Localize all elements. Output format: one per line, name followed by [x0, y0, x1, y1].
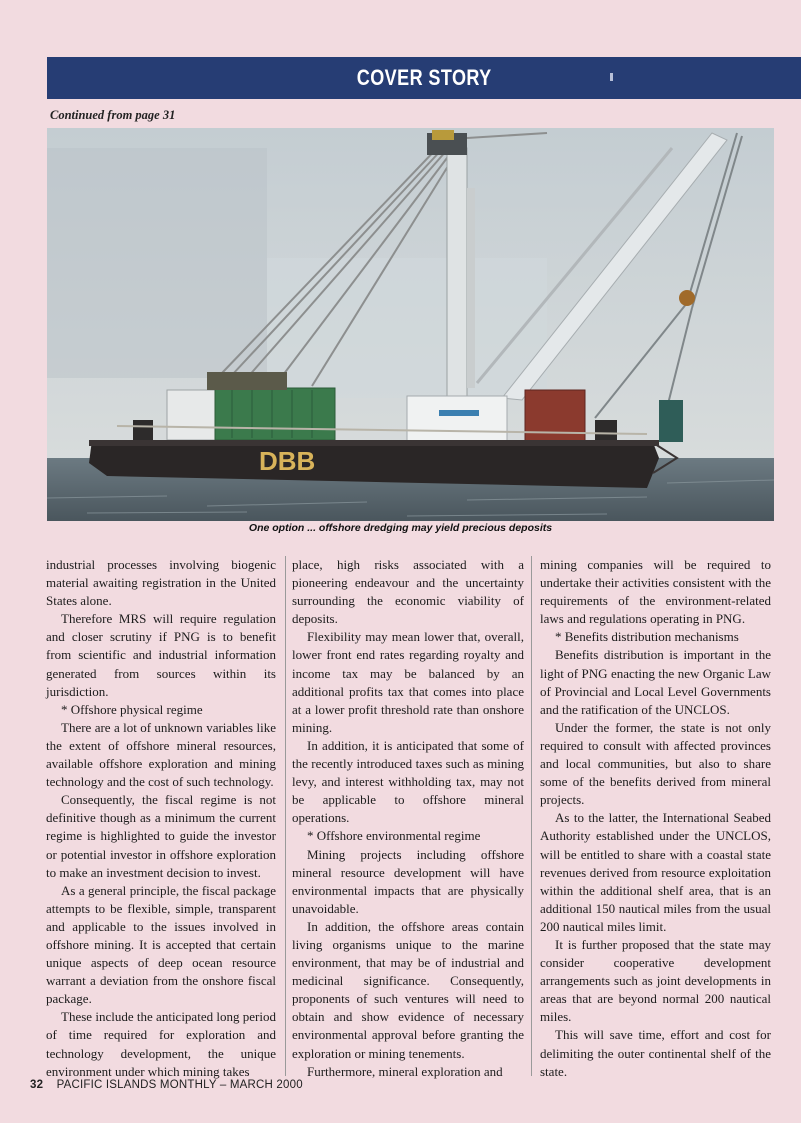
paragraph: As a general principle, the fiscal package attempts to be flexible, simple, transparent and applicable to the issues involved in offshore mining. It is accepted that certain unique aspects of deep ocean resource warrant a deviation from the onshore fiscal package.: [46, 882, 276, 1007]
text-column-3: [540, 556, 771, 1081]
paragraph: Benefits distribution is important in the light of PNG enacting the new Organic Law of Provincial and Local Level Governments and the ratification of the UNCLOS.: [540, 647, 771, 717]
text-column-1: [46, 556, 276, 1081]
subheading: * Benefits distribution mechanisms: [555, 629, 739, 645]
dredging-barge-photo: [47, 128, 774, 521]
paragraph: Under the former, the state is not only required to consult with affected provinces and local communities, but also to share some of the benefits derived from mineral projects.: [540, 719, 771, 808]
paragraph: In addition, the offshore areas contain living organisms unique to the marine environment, that may be of industrial and medicinal significance. Consequently, proponents of such ventures will need to obtain and show evidence of necessary environmental approval before granting the exploration or mining tenements.: [292, 918, 524, 1061]
paragraph: Mining projects including offshore mineral resource development will have environmental impacts that are physically unavoidable.: [292, 846, 524, 916]
banner-mark: [610, 73, 613, 81]
column-divider: [531, 556, 532, 1076]
paragraph: Furthermore, mineral exploration and: [307, 1063, 503, 1079]
paragraph: Flexibility may mean lower that, overall, lower front end rates regarding royalty and income tax may be balanced by an additional profits tax that comes into place at a lower profit threshold rate than onshore mining.: [292, 629, 524, 735]
paragraph: Therefore MRS will require regulation and closer scrutiny if PNG is to benefit from scientific and industrial information generated from sources within its jurisdiction.: [46, 611, 276, 699]
paragraph: Consequently, the fiscal regime is not definitive though as a minimum the current regime is highlighted to guide the investor or potential investor in offshore exploration to make an investment decision to invest.: [46, 792, 276, 880]
paragraph: In addition, it is anticipated that some of the recently introduced taxes such as mining levy, and interest withholding tax, may not be applicable to offshore mineral operations.: [292, 737, 524, 826]
paragraph: mining companies will be required to undertake their activities consistent with the requirements of the environment-related laws and regulations operating in PNG.: [540, 557, 771, 627]
section-title: COVER STORY: [356, 65, 492, 90]
paragraph: This will save time, effort and cost for delimiting the outer continental shelf of the state.: [540, 1027, 771, 1079]
paragraph: As to the latter, the International Seabed Authority established under the UNCLOS, will be entitled to share with a coastal state revenues derived from resource exploitation within the additional shelf area, that is an additional 150 nautical miles from the usual 200 nautical miles limit.: [540, 810, 771, 934]
text-column-2: [292, 556, 524, 1081]
photo-caption: One option ... offshore dredging may yield precious deposits: [248, 522, 553, 534]
paragraph: These include the anticipated long period of time required for exploration and technology development, the unique environment under which mining takes: [46, 1009, 276, 1079]
subheading: * Offshore environmental regime: [307, 828, 481, 844]
paragraph: There are a lot of unknown variables like the extent of offshore mineral resources, available offshore exploration and mining technology and the cost of such technology.: [46, 719, 276, 790]
paragraph: industrial processes involving biogenic material awaiting registration in the United States alone.: [46, 557, 276, 609]
section-banner: [47, 57, 801, 99]
subheading: * Offshore physical regime: [61, 701, 203, 717]
continued-from-note: Continued from page 31: [50, 108, 176, 122]
page-number: 32: [30, 1079, 44, 1091]
page-footer: [30, 1079, 303, 1091]
photo-illustration: [47, 128, 774, 521]
hull-lettering: DBB: [259, 446, 316, 476]
publication-line: PACIFIC ISLANDS MONTHLY – MARCH 2000: [56, 1079, 303, 1091]
column-divider: [285, 556, 286, 1076]
paragraph: place, high risks associated with a pioneering endeavour and the uncertainty surrounding the economic viability of deposits.: [292, 557, 524, 627]
paragraph: It is further proposed that the state may consider cooperative development arrangements such as joint developments in areas that are beyond normal 200 nautical miles.: [540, 936, 771, 1025]
